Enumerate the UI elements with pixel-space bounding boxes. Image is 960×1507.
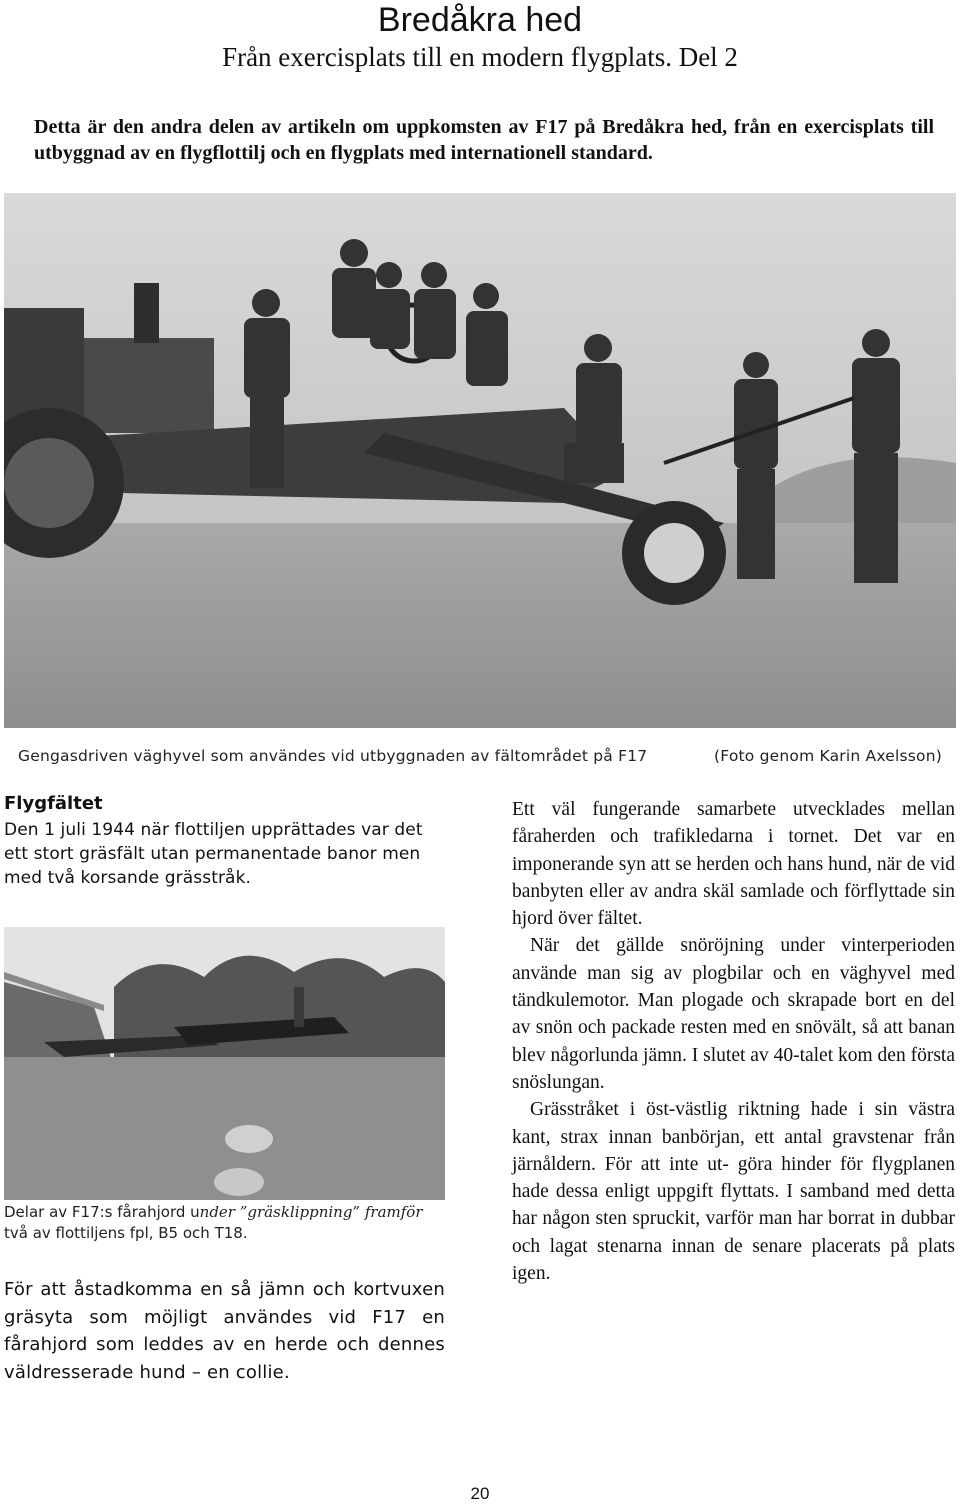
caption-text-end: två av flottiljens fpl, B5 och T18. <box>4 1224 248 1242</box>
main-photo <box>4 193 956 728</box>
page-number: 20 <box>470 1484 490 1503</box>
right-paragraph-3: Grässtråket i öst-västlig riktning hade i sin västra kant, strax innan banbörjan, ett antal gravstenar från järnåldern. För att inte ut- göra hinder för flygplanen hade dessa enligt uppgift flyttats. I samband med detta har någon sten spruckit, varför man har borrat in dubbar och lagat stenarna innan de senare placerats på plats igen. <box>512 1099 955 1285</box>
right-paragraph-1: Ett väl fungerande samarbete utvecklades mellan fåraherden och trafikledarna i tornet. Det var en imponerande syn att se herden och hans hund, när de vid banbyten eller av andra skäl samlade och förflyttade sin hjord över fältet. <box>512 799 955 930</box>
sheep-paragraph: För att åstadkomma en så jämn och kortvuxen gräsyta som möjligt användes vid F17 en fårahjord som leddes av en herde och dennes väldresserade hund – en collie. <box>4 1279 445 1383</box>
intro-paragraph: Detta är den andra delen av artikeln om uppkomsten av F17 på Bredåkra hed, från en exercisplats till utbyggnad av en flygflottilj och en flygplats med internationell standard. <box>34 116 934 164</box>
page-title: Bredåkra hed <box>377 1 583 39</box>
caption-text-start: Delar av F17:s fårahjord u <box>4 1203 200 1221</box>
right-paragraph-2: När det gällde snöröjning under vinterperioden använde man sig av plogbilar och en väghyvel med tändkulemotor. Man plogade och skrapade bort en del av snön och packade resten med en snövält, så att banan blev någorlunda jämn. I slutet av 40-talet kom den första snöslungan. <box>512 935 955 1093</box>
main-photo-credit: (Foto genom Karin Axelsson) <box>714 747 942 765</box>
page-subtitle: Från exercisplats till en modern flygplats. Del 2 <box>222 42 738 72</box>
right-column-text <box>512 796 955 1287</box>
caption-text-italic: nder ”gräsklippning” framför <box>199 1203 423 1221</box>
section-heading: Flygfältet <box>4 793 103 814</box>
sheep-photo-caption <box>4 1202 445 1244</box>
main-photo-caption-row <box>18 747 942 765</box>
main-photo-caption: Gengasdriven väghyvel som användes vid utbyggnaden av fältområdet på F17 <box>18 747 648 765</box>
section-body: Den 1 juli 1944 när flottiljen upprättades var det ett stort gräsfält utan permanentade banor men med två korsande grässtråk. <box>4 820 423 888</box>
sheep-photo <box>4 927 445 1200</box>
